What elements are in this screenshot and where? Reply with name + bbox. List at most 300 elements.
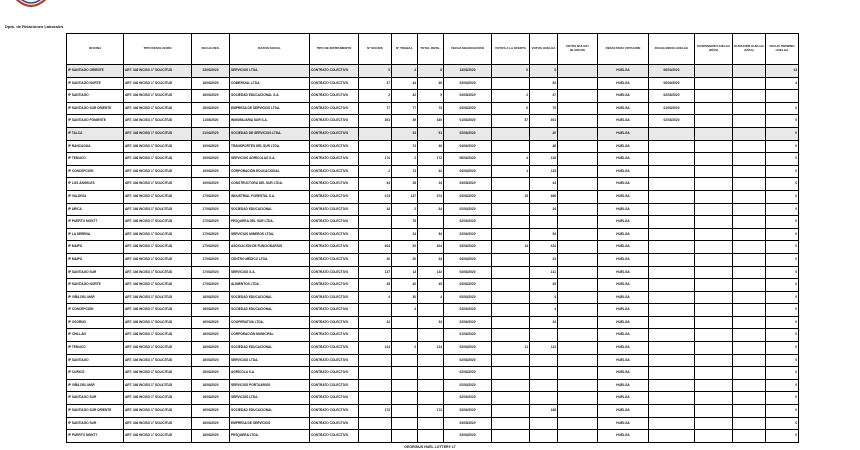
table-cell: IP SANTIAGO — [67, 90, 124, 103]
table-cell: IP MAIPÚ — [67, 253, 124, 266]
table-cell: 16/03/2020 — [192, 392, 230, 405]
table-cell — [492, 203, 530, 216]
table-cell: HUELGA — [598, 65, 649, 78]
table-cell — [359, 367, 392, 380]
column-header: VOTOS HUELGA — [530, 34, 558, 65]
table-cell: CONTRATO COLECTIVO — [310, 115, 359, 128]
table-cell — [695, 279, 733, 292]
table-cell: CONTRATO COLECTIVO — [310, 342, 359, 355]
table-row — [67, 178, 799, 191]
table-cell — [492, 77, 530, 90]
table-cell: ART. 346 INCISO 1° SOLICITUD — [124, 367, 192, 380]
table-cell: 06/03/2020 — [649, 77, 695, 90]
table-cell: 0 — [766, 165, 799, 178]
table-cell: 16/03/2020 — [192, 354, 230, 367]
table-cell: 75 — [530, 102, 558, 115]
table-cell — [649, 430, 695, 443]
table-row — [67, 153, 799, 166]
table-cell: 4 — [418, 291, 444, 304]
table-cell: 02/03/2020 — [444, 354, 492, 367]
table-cell — [392, 405, 418, 418]
table-cell — [418, 354, 444, 367]
table-cell: 124 — [418, 342, 444, 355]
table-cell: 04/03/2020 — [444, 140, 492, 153]
table-cell: 23 — [530, 253, 558, 266]
table-cell — [558, 102, 598, 115]
table-cell: 466 — [530, 190, 558, 203]
table-cell — [695, 140, 733, 153]
table-cell — [649, 304, 695, 317]
table-cell: 02/03/2020 — [444, 216, 492, 229]
table-cell: HUELGA — [598, 430, 649, 443]
table-cell — [733, 153, 766, 166]
table-cell — [733, 266, 766, 279]
column-header: FECHA INICIO HUELGA — [649, 34, 695, 65]
table-cell: 52 — [530, 77, 558, 90]
table-cell: 03/03/2020 — [444, 178, 492, 191]
table-cell: IP CURICÓ — [67, 367, 124, 380]
table-cell — [766, 90, 799, 103]
table-cell: 73 — [418, 102, 444, 115]
table-cell: HUELGA — [598, 405, 649, 418]
table-cell: 0 — [766, 203, 799, 216]
table-cell: ART. 346 INCISO 1° SOLICITUD — [124, 379, 192, 392]
table-cell — [492, 279, 530, 292]
table-cell: SOCIEDAD EDUCACIONAL — [230, 405, 310, 418]
table-cell — [418, 304, 444, 317]
table-cell: 49 — [392, 115, 418, 128]
table-cell: 2 — [392, 342, 418, 355]
table-cell: HUELGA — [598, 291, 649, 304]
table-cell: 0 — [766, 140, 799, 153]
table-cell: ASOCIACIÓN DE FUNCIONARIOS — [230, 241, 310, 254]
table-cell: 04/03/2020 — [444, 165, 492, 178]
table-cell: CONTRATO COLECTIVO — [310, 430, 359, 443]
table-cell — [695, 316, 733, 329]
table-cell: 73 — [392, 165, 418, 178]
table-cell: IP OSORNO — [67, 316, 124, 329]
table-cell: 20 — [392, 253, 418, 266]
table-cell — [733, 190, 766, 203]
table-cell — [492, 253, 530, 266]
table-cell: IP CONCEPCIÓN — [67, 304, 124, 317]
table-cell: SERVICIOS AGRÍCOLAS S.A. — [230, 153, 310, 166]
table-cell — [733, 392, 766, 405]
table-cell: 40 — [392, 279, 418, 292]
table-cell — [649, 153, 695, 166]
table-cell — [492, 304, 530, 317]
table-cell: 44 — [392, 77, 418, 90]
table-cell — [733, 77, 766, 90]
table-cell: 0 — [766, 266, 799, 279]
table-cell — [695, 77, 733, 90]
table-cell: SOCIEDAD DE SERVICIOS LTDA. — [230, 127, 310, 140]
table-cell: CONTRATO COLECTIVO — [310, 216, 359, 229]
table-cell — [695, 417, 733, 430]
table-cell: CONTRATO COLECTIVO — [310, 417, 359, 430]
table-cell: CONTRATO COLECTIVO — [310, 165, 359, 178]
table-cell: IP SANTIAGO SUR — [67, 392, 124, 405]
table-cell: 0 — [766, 115, 799, 128]
table-cell — [558, 228, 598, 241]
table-row — [67, 392, 799, 405]
table-cell: 0 — [492, 65, 530, 78]
table-cell — [492, 379, 530, 392]
table-cell: 02/03/2020 — [444, 316, 492, 329]
table-cell: EMPRESA DE SERVICIOS — [230, 417, 310, 430]
table-cell: 23/03/2020 — [192, 65, 230, 78]
table-cell: HUELGA — [598, 153, 649, 166]
table-cell: ART. 346 INCISO 1° SOLICITUD — [124, 392, 192, 405]
table-cell: EMPRESA DE SERVICIOS LTDA. — [230, 102, 310, 115]
table-cell — [649, 417, 695, 430]
table-cell: 49 — [418, 140, 444, 153]
table-cell: 15 — [492, 190, 530, 203]
table-cell — [733, 140, 766, 153]
table-cell: 2 — [392, 153, 418, 166]
table-row — [67, 316, 799, 329]
table-cell — [492, 127, 530, 140]
table-cell: IP PUERTO MONTT — [67, 430, 124, 443]
table-cell: 17/03/2020 — [192, 279, 230, 292]
table-cell: IP PUERTO MONTT — [67, 216, 124, 229]
table-cell — [558, 190, 598, 203]
table-cell: 116 — [530, 153, 558, 166]
table-cell: IP LA SERENA — [67, 228, 124, 241]
table-cell — [733, 127, 766, 140]
table-cell — [558, 392, 598, 405]
table-cell: SOCIEDAD EDUCACIONAL — [230, 203, 310, 216]
table-cell: SERVICIOS MINEROS LTDA. — [230, 228, 310, 241]
table-cell: 0 — [766, 279, 799, 292]
table-row — [67, 140, 799, 153]
table-cell: 16/03/2020 — [192, 90, 230, 103]
table-cell: 33 — [392, 127, 418, 140]
table-row — [67, 266, 799, 279]
table-cell: 4 — [530, 291, 558, 304]
table-cell — [649, 266, 695, 279]
table-cell: SERVICIOS LTDA. — [230, 354, 310, 367]
table-cell — [492, 316, 530, 329]
table-cell: IP TALCA — [67, 127, 124, 140]
table-cell: SOCIEDAD EDUCACIONAL — [230, 304, 310, 317]
table-cell: INMOBILIARIA SUR S.A. — [230, 115, 310, 128]
table-row — [67, 405, 799, 418]
table-cell — [492, 266, 530, 279]
table-cell: CONTRATO COLECTIVO — [310, 253, 359, 266]
table-cell: 0 — [766, 379, 799, 392]
table-cell: HUELGA — [598, 228, 649, 241]
table-cell — [359, 430, 392, 443]
table-cell — [733, 279, 766, 292]
table-cell — [558, 379, 598, 392]
table-cell: 0 — [766, 405, 799, 418]
table-cell — [733, 405, 766, 418]
table-cell: 04/03/2020 — [444, 90, 492, 103]
table-row — [67, 190, 799, 203]
table-cell — [649, 203, 695, 216]
table-cell — [695, 228, 733, 241]
table-cell: 17/03/2020 — [192, 266, 230, 279]
column-header: RESULTADO VOTACIÓN — [598, 34, 649, 65]
table-cell — [733, 90, 766, 103]
table-cell — [359, 329, 392, 342]
table-cell: 02/03/2020 — [444, 392, 492, 405]
table-cell: HUELGA — [598, 417, 649, 430]
table-cell: HUELGA — [598, 379, 649, 392]
table-cell: ART. 346 INCISO 1° SOLICITUD — [124, 65, 192, 78]
column-header: Nº SOCIOS — [359, 34, 392, 65]
table-cell: ART. 346 INCISO 1° SOLICITUD — [124, 253, 192, 266]
table-cell: 0 — [766, 102, 799, 115]
table-cell: HUELGA — [598, 216, 649, 229]
table-cell — [695, 430, 733, 443]
table-cell: 45 — [530, 279, 558, 292]
table-cell — [695, 392, 733, 405]
table-cell — [695, 266, 733, 279]
table-cell: CONTRATO COLECTIVO — [310, 77, 359, 90]
table-cell: HUELGA — [598, 165, 649, 178]
table-cell: 02/03/2020 — [444, 127, 492, 140]
column-header: VOTOS A LA OFERTA — [492, 34, 530, 65]
table-cell — [530, 430, 558, 443]
table-cell: 0 — [766, 304, 799, 317]
table-cell — [733, 316, 766, 329]
table-cell: 34 — [530, 203, 558, 216]
table-cell — [558, 405, 598, 418]
table-cell — [492, 178, 530, 191]
table-cell — [359, 417, 392, 430]
table-cell — [695, 367, 733, 380]
table-cell — [392, 430, 418, 443]
table-cell: 16/03/2020 — [192, 77, 230, 90]
table-cell: 14 — [492, 241, 530, 254]
table-cell: ART. 346 INCISO 1° SOLICITUD — [124, 203, 192, 216]
table-cell: 16/03/2020 — [192, 379, 230, 392]
table-cell: IP RANCAGUA — [67, 140, 124, 153]
table-cell — [649, 405, 695, 418]
table-cell: ART. 346 INCISO 1° SOLICITUD — [124, 102, 192, 115]
table-body — [67, 65, 799, 443]
table-cell: CONTRATO COLECTIVO — [310, 203, 359, 216]
table-cell: SOCIEDAD EDUCACIONAL — [230, 291, 310, 304]
table-cell: 34 — [530, 316, 558, 329]
table-cell: 172 — [359, 405, 392, 418]
table-cell: 17/03/2020 — [192, 203, 230, 216]
table-cell: 16/03/2020 — [192, 316, 230, 329]
table-row — [67, 379, 799, 392]
table-cell: CONTRATO COLECTIVO — [310, 304, 359, 317]
table-cell — [392, 417, 418, 430]
table-cell — [733, 241, 766, 254]
table-cell — [733, 291, 766, 304]
table-cell: 47 — [530, 90, 558, 103]
table-cell — [695, 65, 733, 78]
table-row — [67, 228, 799, 241]
table-cell — [695, 304, 733, 317]
table-cell — [492, 417, 530, 430]
table-cell — [558, 165, 598, 178]
table-cell: HUELGA — [598, 90, 649, 103]
table-cell: IP TEMUCO — [67, 342, 124, 355]
table-cell: HUELGA — [598, 127, 649, 140]
table-cell — [359, 127, 392, 140]
table-cell: CONTRATO COLECTIVO — [310, 190, 359, 203]
strike-table — [66, 33, 799, 443]
table-cell — [733, 354, 766, 367]
table-cell: PESQUERA LTDA. — [230, 430, 310, 443]
table-cell: 36 — [418, 77, 444, 90]
table-row — [67, 165, 799, 178]
table-cell: ART. 346 INCISO 1° SOLICITUD — [124, 354, 192, 367]
table-cell: HUELGA — [598, 354, 649, 367]
table-cell: CONTRATO COLECTIVO — [310, 279, 359, 292]
table-header-row — [67, 34, 799, 65]
table-cell: 0 — [766, 316, 799, 329]
table-cell: 30 — [392, 291, 418, 304]
table-cell: 474 — [418, 190, 444, 203]
table-cell — [558, 65, 598, 78]
table-cell: 132 — [418, 266, 444, 279]
table-cell: 03/03/2020 — [444, 241, 492, 254]
table-cell — [418, 329, 444, 342]
table-cell: 03/03/2020 — [444, 291, 492, 304]
table-cell: 137 — [359, 266, 392, 279]
table-cell: 03/03/2020 — [444, 417, 492, 430]
table-cell: ART. 346 INCISO 1° SOLICITUD — [124, 115, 192, 128]
table-cell: 34 — [359, 203, 392, 216]
table-cell: 17/03/2020 — [192, 241, 230, 254]
table-cell: CONTRATO COLECTIVO — [310, 392, 359, 405]
table-cell — [418, 379, 444, 392]
table-cell — [558, 127, 598, 140]
table-cell: CONTRATO COLECTIVO — [310, 405, 359, 418]
table-cell — [649, 342, 695, 355]
table-cell: 0 — [766, 342, 799, 355]
table-cell: 51 — [418, 127, 444, 140]
table-cell — [492, 430, 530, 443]
table-cell: 4 — [766, 77, 799, 90]
table-cell: CONTRATO COLECTIVO — [310, 266, 359, 279]
table-cell — [558, 203, 598, 216]
table-cell: HUELGA — [598, 241, 649, 254]
table-cell: ART. 346 INCISO 1° SOLICITUD — [124, 329, 192, 342]
table-cell — [558, 367, 598, 380]
table-cell: 06/03/2020 — [649, 65, 695, 78]
table-row — [67, 367, 799, 380]
table-cell: 0 — [766, 153, 799, 166]
table-cell — [695, 405, 733, 418]
column-header: OFICINA — [67, 34, 124, 65]
table-cell: 16/03/2020 — [192, 329, 230, 342]
table-cell — [733, 165, 766, 178]
table-cell: 172 — [418, 405, 444, 418]
table-cell: ART. 346 INCISO 1° SOLICITUD — [124, 216, 192, 229]
table-cell: CONTRATO COLECTIVO — [310, 367, 359, 380]
table-row — [67, 417, 799, 430]
column-header: FECHA NEGOCIACIÓN — [444, 34, 492, 65]
table-cell — [359, 392, 392, 405]
column-header: RAZÓN SOCIAL — [230, 34, 310, 65]
table-cell — [492, 329, 530, 342]
table-cell — [392, 392, 418, 405]
table-cell — [649, 253, 695, 266]
table-cell: 0 — [766, 430, 799, 443]
table-cell: 78 — [392, 216, 418, 229]
table-cell: 03/03/2020 — [444, 430, 492, 443]
table-cell: 08/03/2020 — [444, 153, 492, 166]
table-cell: COOPERATIVA LTDA. — [230, 316, 310, 329]
table-row — [67, 354, 799, 367]
table-cell — [695, 216, 733, 229]
table-cell — [649, 127, 695, 140]
table-cell: 351 — [359, 115, 392, 128]
table-cell: 44 — [359, 178, 392, 191]
table-cell — [530, 379, 558, 392]
table-row — [67, 77, 799, 90]
table-cell — [649, 140, 695, 153]
table-cell: IP ARICA — [67, 203, 124, 216]
table-row — [67, 216, 799, 229]
table-cell: HUELGA — [598, 367, 649, 380]
table-cell: 42 — [392, 90, 418, 103]
column-header: Nº TRABAJ. — [392, 34, 418, 65]
table-cell: ART. 346 INCISO 1° SOLICITUD — [124, 228, 192, 241]
table-cell: CONTRATO COLECTIVO — [310, 379, 359, 392]
table-cell — [733, 65, 766, 78]
table-cell: 16/03/2020 — [192, 405, 230, 418]
table-cell — [558, 241, 598, 254]
table-cell: HUELGA — [598, 266, 649, 279]
table-cell — [695, 153, 733, 166]
table-cell — [558, 253, 598, 266]
table-cell: HUELGA — [598, 178, 649, 191]
table-cell: HUELGA — [598, 329, 649, 342]
table-cell: CONTRATO COLECTIVO — [310, 354, 359, 367]
table-row — [67, 291, 799, 304]
table-cell — [359, 304, 392, 317]
table-cell — [418, 392, 444, 405]
table-cell: 24 — [418, 178, 444, 191]
table-cell — [733, 329, 766, 342]
table-cell — [530, 329, 558, 342]
table-cell: 02/03/2020 — [444, 367, 492, 380]
table-cell: 13/03/2020 — [444, 65, 492, 78]
table-cell — [558, 153, 598, 166]
table-cell: 77 — [359, 102, 392, 115]
table-cell: 0 — [766, 190, 799, 203]
table-cell: 77 — [392, 102, 418, 115]
table-cell: PESQUERA DEL SUR LTDA. — [230, 216, 310, 229]
table-cell: ART. 346 INCISO 1° SOLICITUD — [124, 291, 192, 304]
table-cell: 48 — [530, 140, 558, 153]
table-cell — [733, 228, 766, 241]
table-cell — [733, 115, 766, 128]
table-cell: 2 — [359, 165, 392, 178]
table-cell: CENTRO MÉDICO LTDA. — [230, 253, 310, 266]
table-cell — [695, 291, 733, 304]
table-cell — [558, 304, 598, 317]
table-cell — [558, 266, 598, 279]
department-label: Dpto. de Relaciones Laborales — [5, 24, 64, 29]
table-cell: 02/03/2020 — [444, 379, 492, 392]
table-cell — [649, 178, 695, 191]
table-cell: ART. 346 INCISO 1° SOLICITUD — [124, 178, 192, 191]
table-cell: HUELGA — [598, 304, 649, 317]
table-cell: CONTRATO COLECTIVO — [310, 90, 359, 103]
table-cell: ART. 346 INCISO 1° SOLICITUD — [124, 140, 192, 153]
table-cell: 16/03/2020 — [192, 417, 230, 430]
